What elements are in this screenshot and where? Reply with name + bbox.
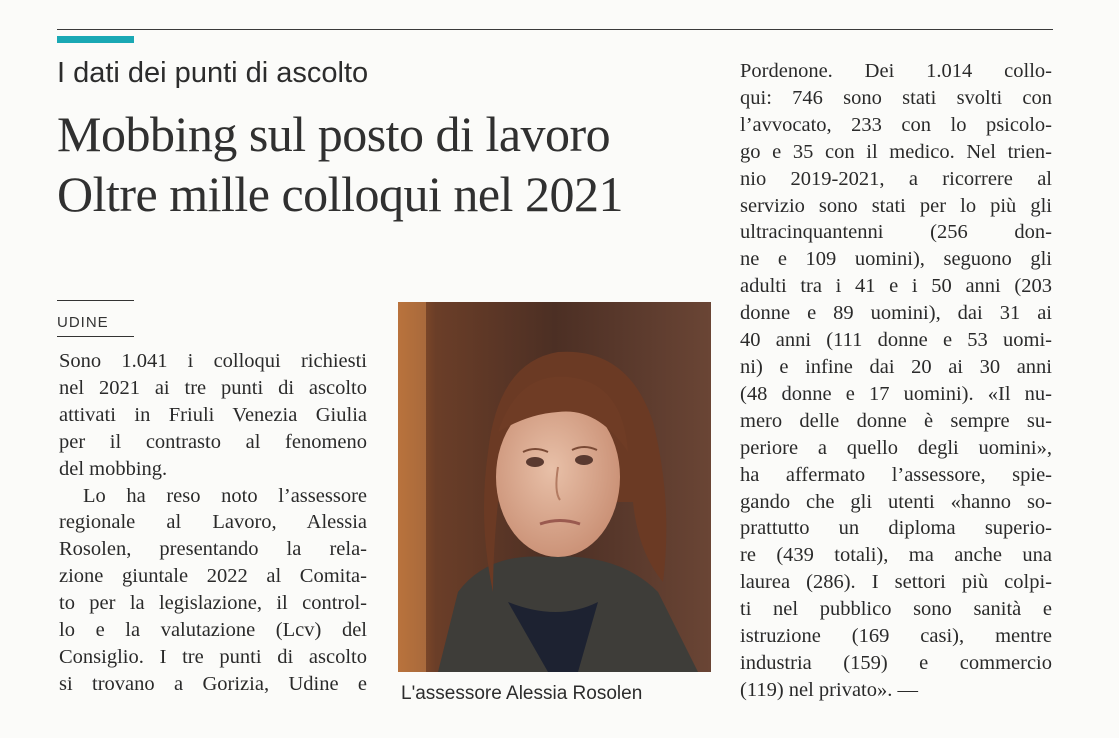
text-line: (48 donne e 17 uomini). «Il nu- xyxy=(740,382,1052,405)
right-column xyxy=(740,58,1052,704)
headline-line-1: Mobbing sul posto di lavoro xyxy=(57,106,611,162)
text-line: nio 2019-2021, a ricorrere al xyxy=(740,167,1052,190)
text-line: prattutto un diploma superio- xyxy=(740,517,1052,540)
text-line: gando che gli utenti «hanno so- xyxy=(740,490,1052,513)
headline xyxy=(57,104,737,224)
photo-caption: L'assessore Alessia Rosolen xyxy=(401,683,643,704)
text-line: Pordenone. Dei 1.014 collo- xyxy=(740,60,1052,82)
text-line: qui: 746 sono stati svolti con xyxy=(740,86,1052,109)
text-line: industria (159) e commercio xyxy=(740,651,1052,674)
text-line: Sono 1.041 i colloqui richiesti xyxy=(59,350,367,372)
text-line: ti nel pubblico sono sanità e xyxy=(740,598,1052,621)
text-line: lo e la valutazione (Lcv) del xyxy=(59,619,367,642)
dateline-rule-bottom xyxy=(57,336,134,337)
text-line: ha affermato l’assessore, spie- xyxy=(740,463,1052,486)
text-line: servizio sono stati per lo più gli xyxy=(740,194,1052,217)
text-line: attivati in Friuli Venezia Giulia xyxy=(59,403,367,426)
dateline-rule-top xyxy=(57,300,134,301)
text-line: donne e 89 uomini), dai 31 ai xyxy=(740,302,1052,325)
text-line: istruzione (169 casi), mentre xyxy=(740,625,1052,648)
text-line: ne e 109 uomini), seguono gli xyxy=(740,248,1052,271)
text-line: Lo ha reso noto l’assessore xyxy=(83,484,367,507)
top-rule xyxy=(57,29,1053,30)
portrait-illustration xyxy=(398,302,711,672)
text-line: regionale al Lavoro, Alessia xyxy=(59,511,367,534)
text-line: laurea (286). I settori più colpi- xyxy=(740,571,1052,594)
text-line: l’avvocato, 233 con lo psicolo- xyxy=(740,113,1052,136)
dateline: UDINE xyxy=(57,314,109,331)
text-line: periore a quello degli uomini», xyxy=(740,436,1052,459)
text-line: mero delle donne è sempre su- xyxy=(740,409,1052,432)
text-line: del mobbing. xyxy=(59,457,168,480)
left-column xyxy=(59,348,367,698)
text-line: per il contrasto al fenomeno xyxy=(59,430,367,453)
kicker: I dati dei punti di ascolto xyxy=(57,57,369,89)
text-line: adulti tra i 41 e i 50 anni (203 xyxy=(740,275,1052,298)
portrait-photo xyxy=(398,302,711,672)
text-line: go e 35 con il medico. Nel trien- xyxy=(740,140,1052,163)
accent-bar xyxy=(57,36,134,43)
text-line: si trovano a Gorizia, Udine e xyxy=(59,672,367,695)
text-line: Consiglio. I tre punti di ascolto xyxy=(59,645,367,668)
text-line: Rosolen, presentando la rela- xyxy=(59,538,367,561)
text-line: to per la legislazione, il control- xyxy=(59,592,367,615)
text-line: re (439 totali), ma anche una xyxy=(740,544,1052,567)
headline-line-2: Oltre mille colloqui nel 2021 xyxy=(57,166,623,222)
text-line: (119) nel privato». — xyxy=(740,678,919,701)
text-line: ultracinquantenni (256 don- xyxy=(740,221,1052,244)
text-line: zione giuntale 2022 al Comita- xyxy=(59,565,367,588)
text-line: nel 2021 ai tre punti di ascolto xyxy=(59,376,367,399)
text-line: 40 anni (111 donne e 53 uomi- xyxy=(740,329,1052,352)
text-line: ni) e infine dai 20 ai 30 anni xyxy=(740,355,1052,378)
